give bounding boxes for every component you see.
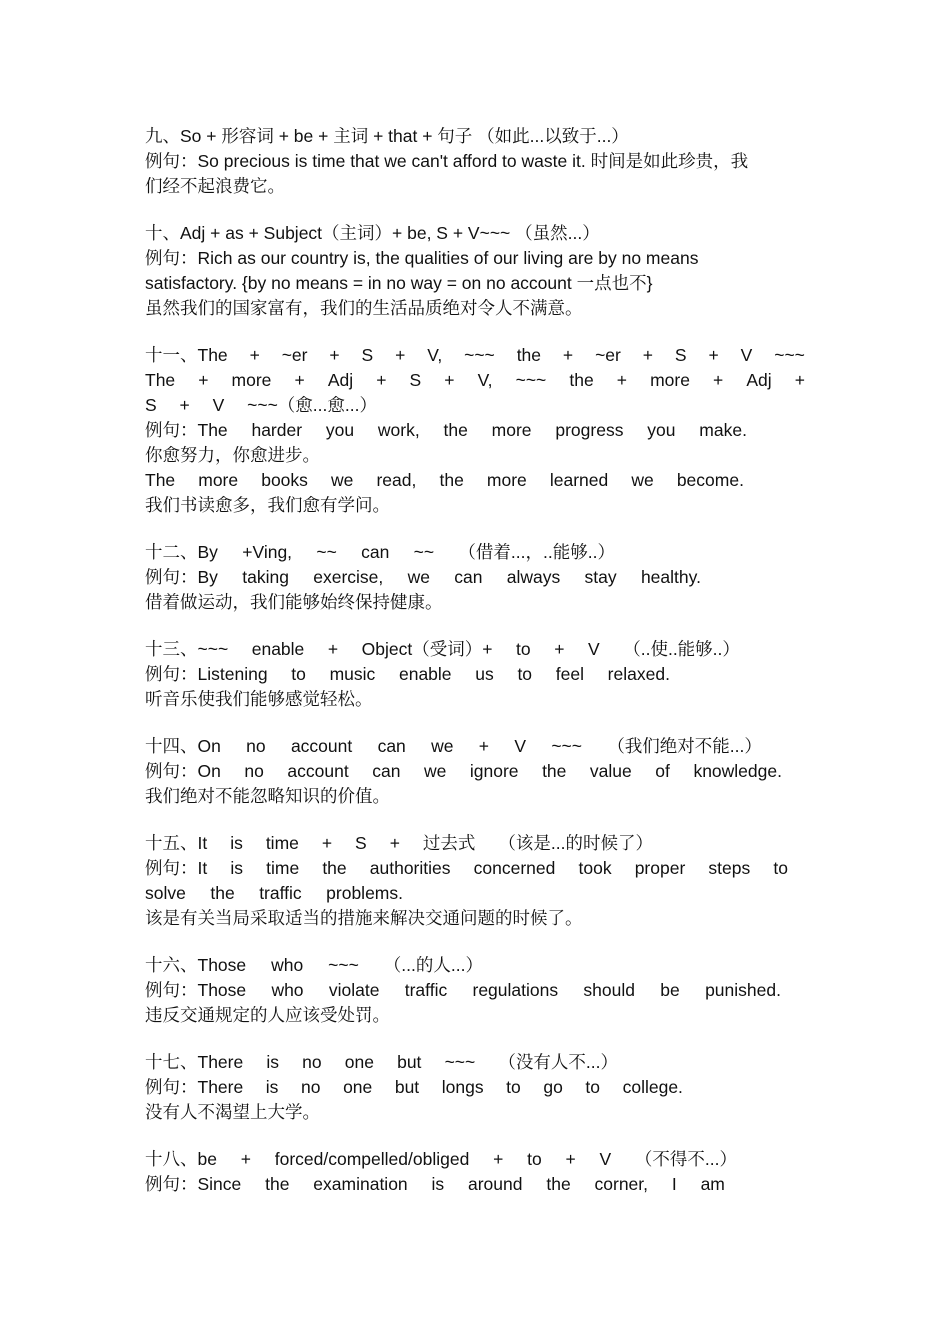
pattern-11-translation-1: 你愈努力，你愈进步。 [145, 445, 320, 465]
word: around [468, 1174, 523, 1194]
word: 例句：Those [145, 980, 247, 1000]
pattern-14-example [145, 759, 782, 783]
word: healthy. [640, 567, 701, 587]
word: music [329, 664, 376, 684]
word: we [431, 736, 454, 756]
pattern-18-example [145, 1172, 725, 1196]
pattern-10-example-cont: satisfactory. {by no means = in no way = on no account 一点也不} [145, 273, 653, 293]
word: corner, [594, 1174, 649, 1194]
word: no [301, 1077, 321, 1097]
pattern-16-example [145, 978, 781, 1002]
word: be [660, 980, 680, 1000]
word: punished. [705, 980, 781, 1000]
pattern-9-heading: 九、So + 形容词 + be + 主词 + that + 句子 （如此...以致于...） [145, 126, 629, 146]
word: + [329, 345, 340, 365]
word: 例句：Listening [145, 664, 268, 684]
pattern-18-heading [145, 1147, 737, 1171]
word: V [740, 345, 753, 365]
word: + [327, 639, 339, 659]
word: proper [634, 858, 686, 878]
word: 例句：It [145, 858, 208, 878]
word: ~~ [316, 542, 337, 562]
pattern-13-translation: 听音乐使我们能够感觉轻松。 [145, 689, 373, 709]
word: you [647, 420, 676, 440]
word: + [713, 370, 724, 390]
word: account [287, 761, 349, 781]
word: regulations [472, 980, 559, 1000]
word: + [562, 345, 574, 365]
pattern-15-example-cont [145, 881, 403, 905]
word: S [355, 833, 367, 853]
word: is [266, 1052, 279, 1072]
word: + [376, 370, 387, 390]
word: go [543, 1077, 563, 1097]
word: （借着...，..能够..） [458, 542, 615, 562]
word: always [506, 567, 561, 587]
word: +Ving, [242, 542, 293, 562]
word: the [439, 470, 464, 490]
pattern-11-translation-2: 我们书读愈多，我们愈有学问。 [145, 495, 390, 515]
pattern-17-example [145, 1075, 683, 1099]
word: 十一、The [145, 345, 228, 365]
word: exercise, [313, 567, 384, 587]
word: the [546, 1174, 571, 1194]
word: is [230, 833, 243, 853]
word: + [444, 370, 455, 390]
word: 例句：There [145, 1077, 244, 1097]
word: problems. [326, 883, 403, 903]
word: 十八、be [145, 1149, 217, 1169]
word: but [394, 1077, 420, 1097]
word: （...的人...） [383, 955, 483, 975]
word: can [372, 761, 401, 781]
word: 十三、~~~ [145, 639, 229, 659]
word: ~~ [413, 542, 435, 562]
word: + [565, 1149, 576, 1169]
word: more [198, 470, 239, 490]
word: 例句：On [145, 761, 221, 781]
word: Object（受词）+ [361, 639, 493, 659]
word: 例句：By [145, 567, 218, 587]
word: to [585, 1077, 601, 1097]
pattern-12-translation: 借着做运动，我们能够始终保持健康。 [145, 592, 443, 612]
word: harder [251, 420, 303, 440]
word: violate [328, 980, 380, 1000]
word: I [671, 1174, 677, 1194]
pattern-11-heading-cont [145, 368, 805, 392]
word: college. [622, 1077, 683, 1097]
word: S [409, 370, 422, 390]
pattern-12-heading [145, 540, 615, 564]
word: forced/compelled/obliged [274, 1149, 470, 1169]
word: to [773, 858, 788, 878]
word: more [650, 370, 690, 390]
word: Adj [746, 370, 772, 390]
word: 过去式 [422, 833, 476, 853]
word: the [569, 370, 594, 390]
word: traffic [404, 980, 448, 1000]
word: The [145, 370, 176, 390]
word: ~er [281, 345, 308, 365]
word: no [246, 736, 266, 756]
word: steps [708, 858, 751, 878]
word: ~~~ [774, 345, 805, 365]
word: we [631, 470, 654, 490]
pattern-17-translation: 没有人不渴望上大学。 [145, 1102, 320, 1122]
pattern-14-translation: 我们绝对不能忽略知识的价值。 [145, 786, 390, 806]
word: you [325, 420, 355, 440]
word: ~~~ [464, 345, 495, 365]
word: am [700, 1174, 725, 1194]
word: + [249, 345, 260, 365]
word: （我们绝对不能...） [607, 736, 762, 756]
pattern-11-heading-end: S + V ~~~（愈...愈...） [145, 395, 377, 415]
word: stay [584, 567, 617, 587]
pattern-17-heading [145, 1050, 618, 1074]
word: S [361, 345, 374, 365]
word: + [478, 736, 490, 756]
word: feel [555, 664, 584, 684]
pattern-10-heading: 十、Adj + as + Subject（主词）+ be, S + V~~~ （虽然...） [145, 223, 600, 243]
word: ~~~ [328, 955, 359, 975]
pattern-15-heading [145, 831, 653, 855]
word: to [527, 1149, 542, 1169]
pattern-12-example [145, 565, 701, 589]
word: enable [398, 664, 452, 684]
word: no [302, 1052, 322, 1072]
word: + [493, 1149, 504, 1169]
word: V, [477, 370, 493, 390]
word: ~~~ [444, 1052, 476, 1072]
word: authorities [369, 858, 451, 878]
pattern-11-heading [145, 343, 805, 367]
word: make. [699, 420, 747, 440]
word: + [616, 370, 627, 390]
word: one [344, 1052, 374, 1072]
word: V, [427, 345, 443, 365]
word: + [389, 833, 400, 853]
word: is [431, 1174, 445, 1194]
pattern-11-example-2 [145, 468, 744, 492]
word: The [145, 470, 176, 490]
word: Adj [327, 370, 354, 390]
word: knowledge. [693, 761, 782, 781]
word: to [291, 664, 306, 684]
pattern-9-translation: 们经不起浪费它。 [145, 176, 285, 196]
pattern-15-example [145, 856, 788, 880]
pattern-13-example [145, 662, 670, 686]
word: the [210, 883, 235, 903]
word: （..使..能够..） [623, 639, 740, 659]
pattern-9-example: 例句：So precious is time that we can't afford to waste it. 时间是如此珍贵，我 [145, 151, 749, 171]
word: （不得不...） [634, 1149, 737, 1169]
word: relaxed. [607, 664, 670, 684]
word: ~er [595, 345, 621, 365]
pattern-13-heading [145, 637, 740, 661]
pattern-11-example-1 [145, 418, 747, 442]
word: is [265, 1077, 279, 1097]
word: account [290, 736, 353, 756]
word: concerned [473, 858, 556, 878]
word: more [486, 470, 527, 490]
pattern-16-translation: 违反交通规定的人应该受处罚。 [145, 1005, 390, 1025]
word: the [542, 761, 567, 781]
pattern-10-example: 例句：Rich as our country is, the qualities of our living are by no means [145, 248, 699, 268]
word: time [266, 858, 300, 878]
word: work, [377, 420, 420, 440]
word: + [708, 345, 719, 365]
word: + [240, 1149, 251, 1169]
pattern-14-heading [145, 734, 762, 758]
word: V [587, 639, 600, 659]
word: ignore [469, 761, 519, 781]
word: （该是...的时候了） [498, 833, 653, 853]
word: the [265, 1174, 290, 1194]
word: 例句：Since [145, 1174, 242, 1194]
word: + [794, 370, 805, 390]
word: ~~~ [515, 370, 547, 390]
word: should [583, 980, 635, 1000]
word: S [674, 345, 687, 365]
word: 十七、There [145, 1052, 244, 1072]
word: learned [549, 470, 609, 490]
word: longs [441, 1077, 484, 1097]
word: + [294, 370, 305, 390]
pattern-15-translation: 该是有关当局采取适当的措施来解决交通问题的时候了。 [145, 908, 583, 928]
word: no [244, 761, 264, 781]
word: + [198, 370, 209, 390]
word: examination [313, 1174, 408, 1194]
word: enable [251, 639, 305, 659]
word: is [230, 858, 243, 878]
word: took [578, 858, 612, 878]
word: + [642, 345, 653, 365]
word: to [506, 1077, 521, 1097]
word: 十六、Those [145, 955, 247, 975]
pattern-16-heading [145, 953, 483, 977]
word: time [265, 833, 299, 853]
word: value [589, 761, 632, 781]
word: more [231, 370, 272, 390]
word: traffic [259, 883, 302, 903]
word: we [331, 470, 354, 490]
word: to [516, 639, 531, 659]
word: who [271, 980, 304, 1000]
word: can [377, 736, 406, 756]
word: can [361, 542, 390, 562]
word: become. [676, 470, 744, 490]
word: + [395, 345, 406, 365]
word: we [423, 761, 447, 781]
word: the [516, 345, 542, 365]
word: ~~~ [551, 736, 582, 756]
word: who [271, 955, 304, 975]
word: read, [376, 470, 417, 490]
word: of [655, 761, 670, 781]
word: but [397, 1052, 422, 1072]
pattern-10-translation: 虽然我们的国家富有，我们的生活品质绝对令人不满意。 [145, 298, 583, 318]
word: V [514, 736, 527, 756]
word: we [407, 567, 430, 587]
word: + [321, 833, 333, 853]
word: 例句：The [145, 420, 228, 440]
word: to [517, 664, 533, 684]
word: 十二、By [145, 542, 218, 562]
word: + [554, 639, 565, 659]
word: the [443, 420, 468, 440]
word: can [454, 567, 483, 587]
word: the [322, 858, 347, 878]
word: 十五、It [145, 833, 208, 853]
word: books [261, 470, 308, 490]
word: progress [555, 420, 624, 440]
word: one [343, 1077, 373, 1097]
word: V [599, 1149, 612, 1169]
word: solve [145, 883, 186, 903]
word: taking [242, 567, 289, 587]
word: 十四、On [145, 736, 221, 756]
word: more [491, 420, 532, 440]
word: us [475, 664, 494, 684]
word: （没有人不...） [498, 1052, 618, 1072]
